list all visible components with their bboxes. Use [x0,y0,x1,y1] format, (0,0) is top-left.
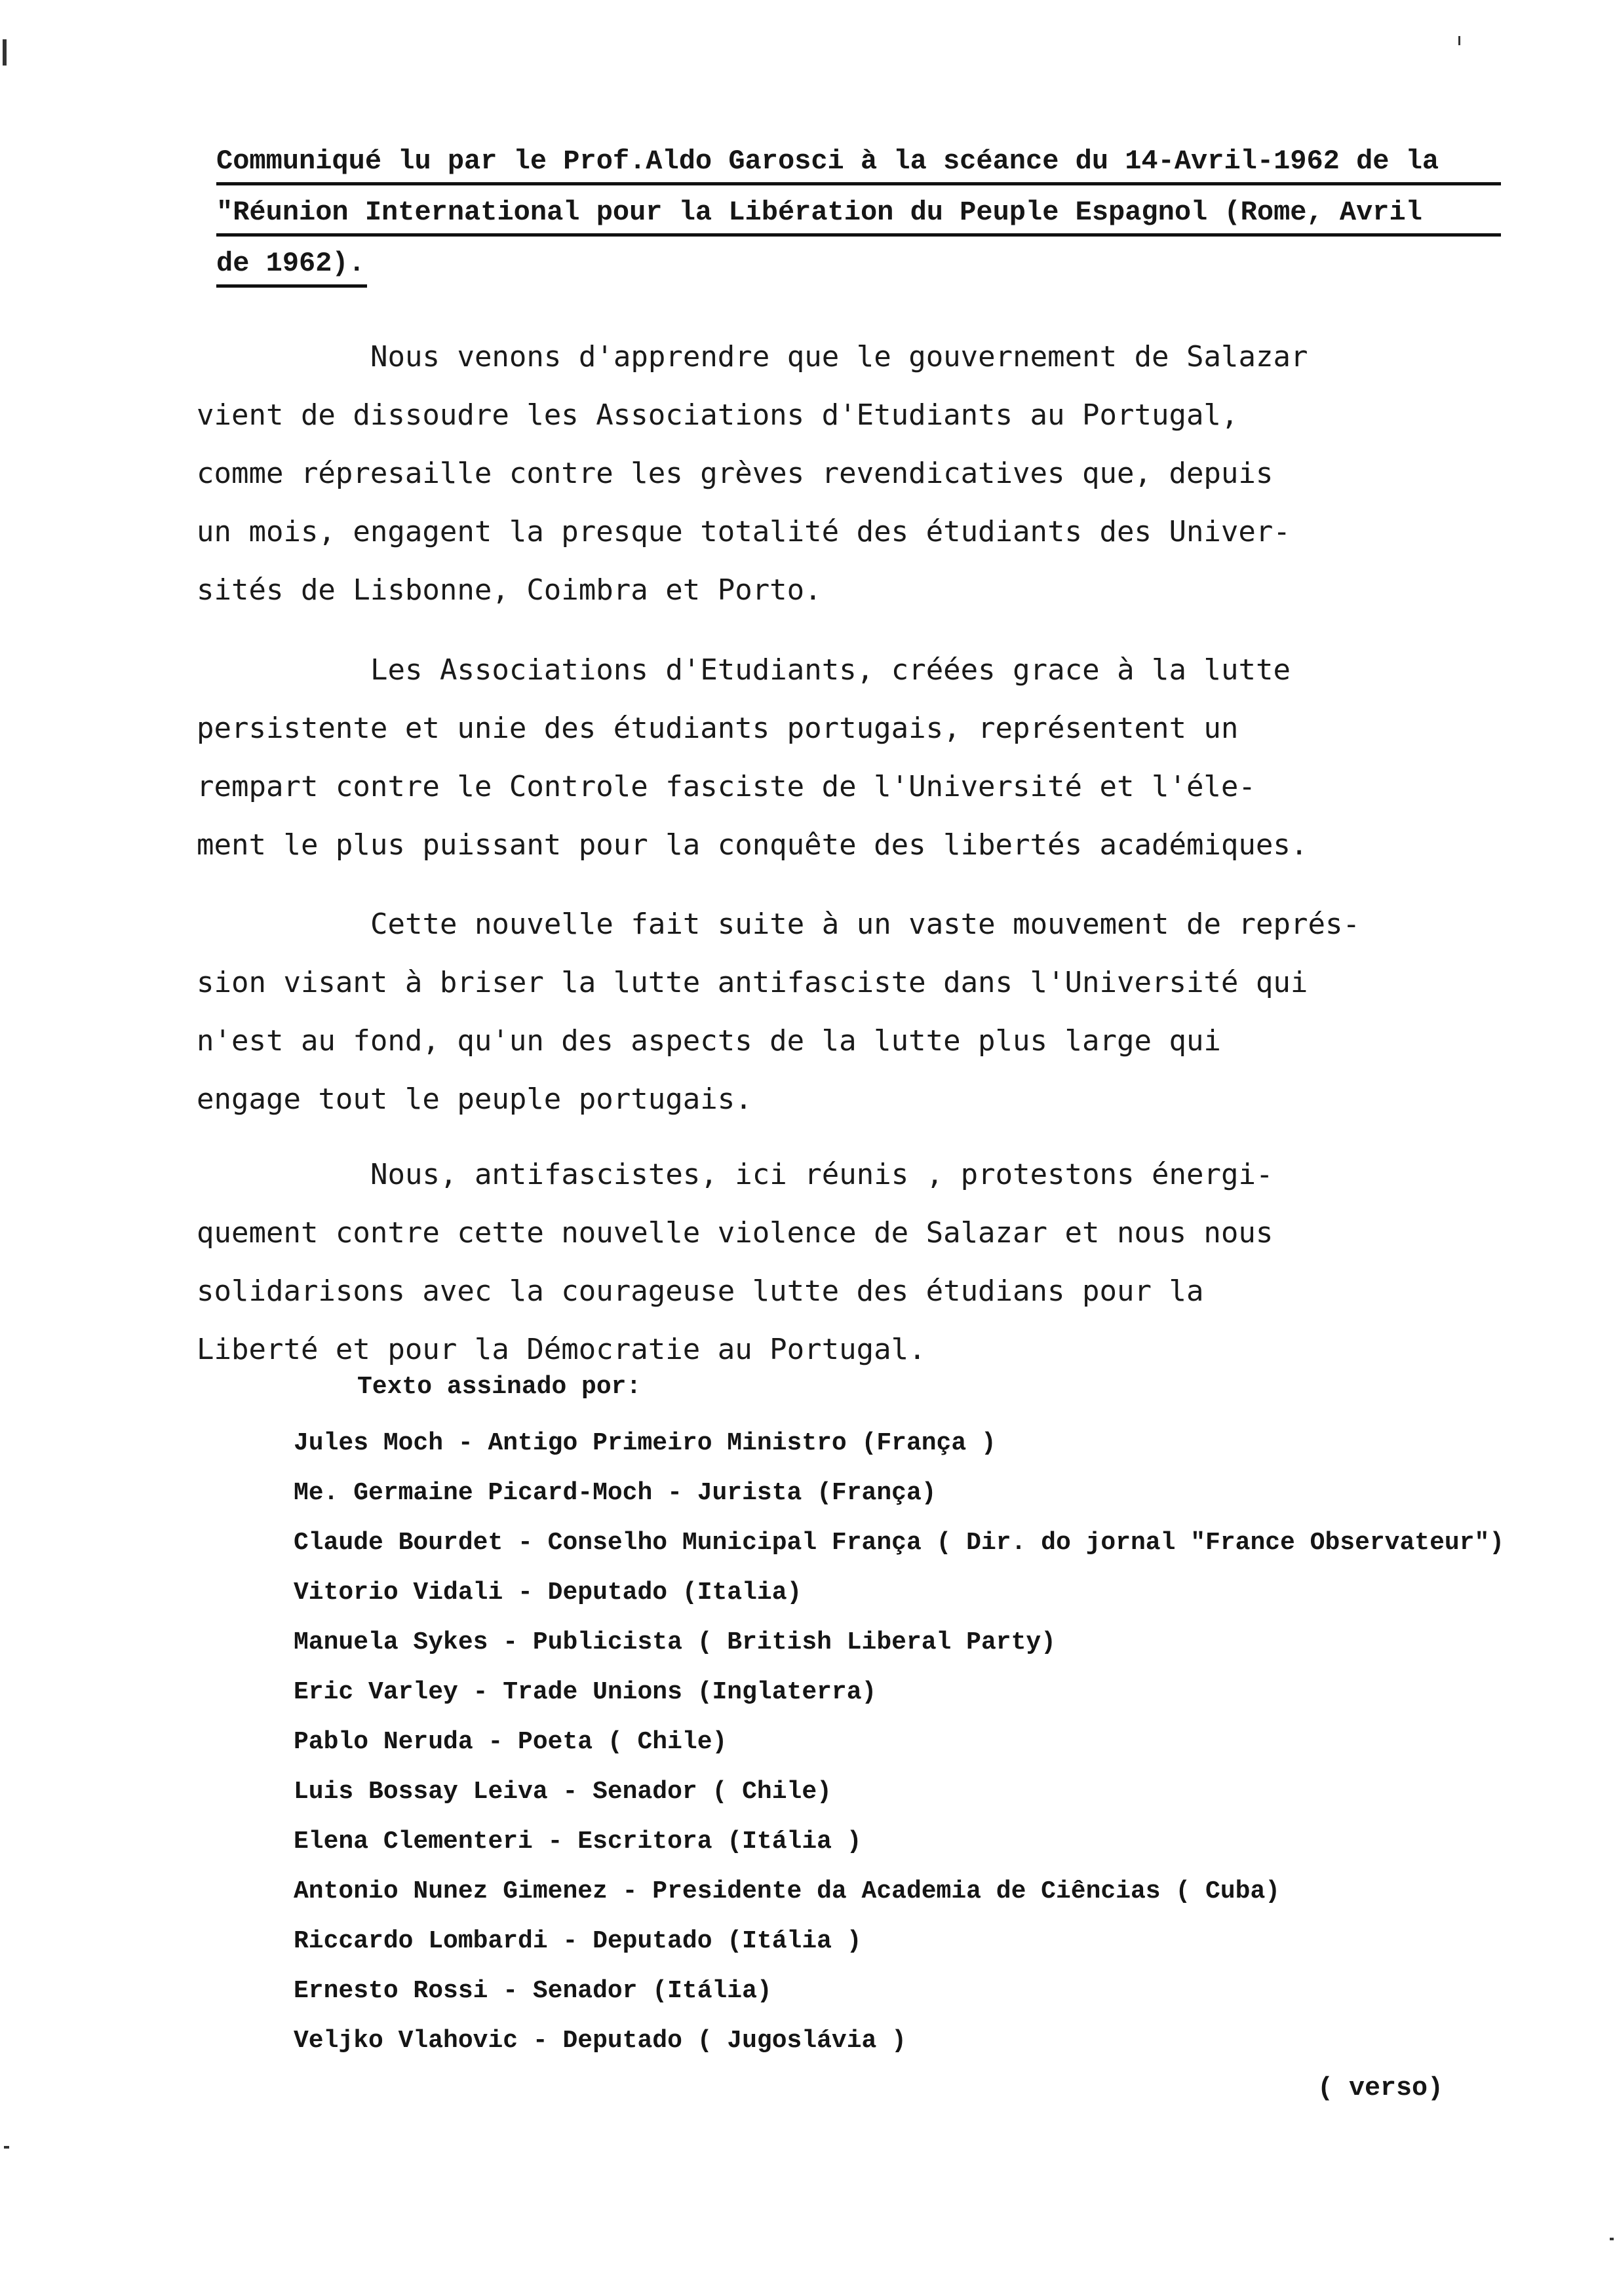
paragraph-4 [197,1145,1521,1379]
signature-item: Manuela Sykes - Publicista ( British Liberal Party) [294,1628,1056,1656]
signature-item: Ernesto Rossi - Senador (Itália) [294,1977,772,2005]
paragraph-line: sités de Lisbonne, Coimbra et Porto. [197,573,822,607]
paragraph-line: Nous venons d'apprendre que le gouvernement de Salazar [370,340,1308,373]
header-line-3: de 1962). [216,237,367,288]
signature-item: Pablo Neruda - Poeta ( Chile) [294,1728,728,1756]
signature-list [294,1419,1615,2066]
paragraph-line: vient de dissoudre les Associations d'Etudiants au Portugal, [197,398,1239,432]
paragraph-line: Nous, antifascistes, ici réunis , protestons énergi- [370,1158,1274,1191]
header-line-1: Communiqué lu par le Prof.Aldo Garosci à la scéance du 14-Avril-1962 de la [216,134,1501,185]
paragraph-line: un mois, engagent la presque totalité des étudiants des Univer- [197,515,1291,548]
signature-item: Antonio Nunez Gimenez - Presidente da Academia de Ciências ( Cuba) [294,1877,1281,1905]
signatures-title: Texto assinado por: [357,1373,642,1401]
paragraph-line: comme répresaille contre les grèves revendicatives que, depuis [197,457,1274,490]
signature-item: Luis Bossay Leiva - Senador ( Chile) [294,1778,832,1806]
scan-speck [4,2146,9,2149]
signature-item: Vitorio Vidali - Deputado (Italia) [294,1578,802,1607]
paragraph-line: n'est au fond, qu'un des aspects de la lutte plus large qui [197,1024,1221,1058]
paragraph-line: Cette nouvelle fait suite à un vaste mouvement de représ- [370,908,1360,941]
paragraph-line: quement contre cette nouvelle violence de Salazar et nous nous [197,1216,1274,1250]
signature-item: Jules Moch - Antigo Primeiro Ministro (França ) [294,1429,996,1457]
scan-speck [1458,36,1460,45]
paragraph-3 [197,895,1521,1128]
paragraph-line: persistente et unie des étudiants portugais, représentent un [197,712,1239,745]
paragraph-line: solidarisons avec la courageuse lutte des étudians pour la [197,1274,1204,1308]
paragraph-line: Liberté et pour la Démocratie au Portugal. [197,1333,926,1366]
header-line-2: "Réunion International pour la Libération du Peuple Espagnol (Rome, Avril [216,185,1501,237]
paragraph-line: rempart contre le Controle fasciste de l'Université et l'éle- [197,770,1256,803]
scan-speck [1610,2238,1614,2240]
signature-item: Veljko Vlahovic - Deputado ( Jugoslávia ) [294,2027,906,2055]
verso-note: ( verso) [1317,2074,1444,2103]
signature-item: Elena Clementeri - Escritora (Itália ) [294,1827,862,1856]
paragraph-line: sion visant à briser la lutte antifasciste dans l'Université qui [197,966,1308,999]
paragraph-line: ment le plus puissant pour la conquête des libertés académiques. [197,828,1308,862]
paragraph-2 [197,641,1521,874]
signature-item: Riccardo Lombardi - Deputado (Itália ) [294,1927,862,1955]
paragraph-1 [197,328,1521,619]
signature-item: Eric Varley - Trade Unions (Inglaterra) [294,1678,877,1706]
signature-item: Claude Bourdet - Conselho Municipal França ( Dir. do jornal "France Observateur") [294,1529,1505,1557]
paragraph-line: engage tout le peuple portugais. [197,1082,752,1116]
scan-speck [3,39,7,66]
paragraph-line: Les Associations d'Etudiants, créées grace à la lutte [370,653,1291,687]
communique-header [216,134,1501,288]
signature-item: Me. Germaine Picard-Moch - Jurista (França) [294,1479,937,1507]
